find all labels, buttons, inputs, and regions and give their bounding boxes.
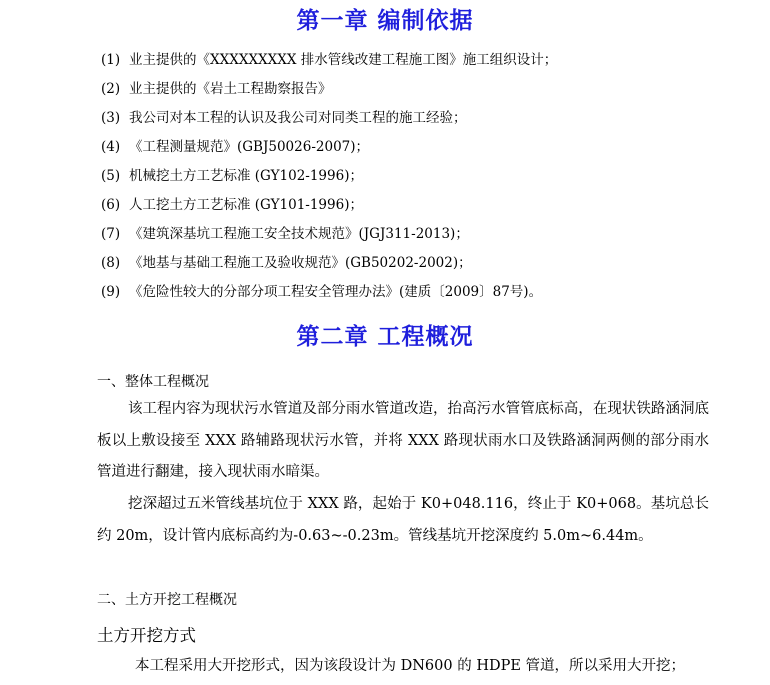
- basis-item-1: [101, 49, 557, 78]
- basis-item-3: [101, 107, 557, 136]
- basis-item-text: 我公司对本工程的认识及我公司对同类工程的施工经验；: [129, 110, 467, 126]
- basis-item-number: (2): [101, 81, 121, 97]
- chapter1-title: 第一章 编制依据: [296, 8, 474, 34]
- basis-item-2: [101, 78, 557, 107]
- basis-item-text: 《建筑深基坑工程施工安全技术规范》(JGJ311-2013)；: [129, 226, 469, 242]
- basis-item-text: 《地基与基础工程施工及验收规范》(GB50202-2002)；: [129, 255, 472, 271]
- basis-item-text: 机械挖土方工艺标准 (GY102-1996)；: [129, 168, 363, 184]
- basis-item-8: [101, 252, 557, 281]
- basis-item-number: (3): [101, 110, 121, 126]
- basis-item-text: 《工程测量规范》(GBJ50026-2007)；: [129, 139, 370, 155]
- section1-heading: 一、整体工程概况: [97, 374, 209, 390]
- excavation-method-subheading: 土方开挖方式: [97, 626, 196, 645]
- basis-item-4: [101, 136, 557, 165]
- basis-list: [101, 49, 557, 310]
- excavation-paragraph-1: 本工程采用大开挖形式，因为该段设计为 DN600 的 HDPE 管道，所以采用大开挖；: [135, 658, 686, 674]
- section2-heading: 二、土方开挖工程概况: [97, 592, 237, 608]
- overview-paragraph-1: 该工程内容为现状污水管道及部分雨水管道改造，抬高污水管管底标高，在现状铁路涵洞底板以上敷设接至 XXX 路辅路现状污水管，并将 XXX 路现状雨水口及铁路涵洞两侧的部分雨水管道进行翻建，接入现状雨水暗渠。: [97, 401, 709, 480]
- basis-item-5: [101, 165, 557, 194]
- chapter2-title: 第二章 工程概况: [296, 324, 474, 350]
- basis-item-7: [101, 223, 557, 252]
- basis-item-text: 业主提供的《XXXXXXXXX 排水管线改建工程施工图》施工组织设计；: [129, 52, 558, 68]
- basis-item-number: (6): [101, 197, 121, 213]
- basis-item-6: [101, 194, 557, 223]
- basis-item-number: (7): [101, 226, 121, 242]
- basis-item-number: (9): [101, 284, 121, 300]
- overview-paragraph-2: 挖深超过五米管线基坑位于 XXX 路，起始于 K0+048.116，终止于 K0+068。基坑总长约 20m，设计管内底标高约为-0.63~-0.23m。管线基坑开挖深度约 5.0m~6.44m。: [97, 496, 709, 544]
- basis-item-number: (4): [101, 139, 121, 155]
- basis-item-number: (5): [101, 168, 121, 184]
- basis-item-number: (8): [101, 255, 121, 271]
- basis-item-text: 《危险性较大的分部分项工程安全管理办法》(建质〔2009〕87号)。: [129, 284, 543, 300]
- basis-item-text: 人工挖土方工艺标准 (GY101-1996)；: [129, 197, 363, 213]
- basis-item-text: 业主提供的《岩土工程勘察报告》: [129, 81, 332, 97]
- basis-item-9: [101, 281, 557, 310]
- basis-item-number: (1): [101, 52, 121, 68]
